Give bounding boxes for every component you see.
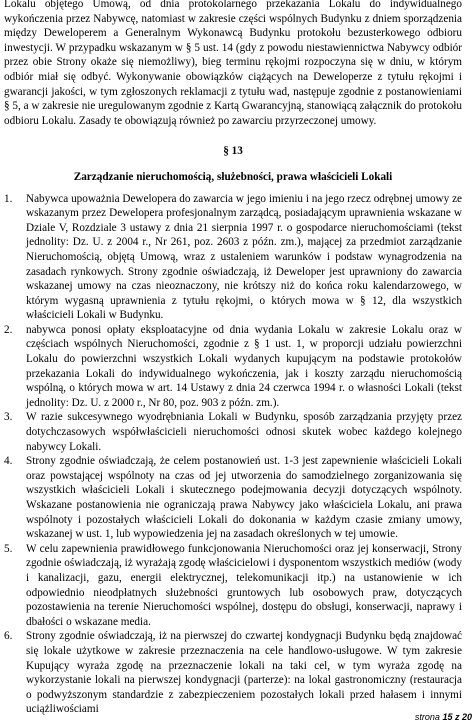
clause-item: [4, 192, 462, 323]
intro-paragraph: Lokalu objętego Umową, od dnia protokolarnego przekazania Lokalu do indywidualnego wykończenia przez Nabywcę, natomiast w zakresie części wspólnych Budynku z dniem sporządzenia między Deweloperem a Generalnym Wykonawcą Budynku protokołu bezusterkowego odbioru inwestycji. W przypadku wskazanym w § 5 ust. 14 (gdy z powodu niestawiennictwa Nabywcy odbiór przez obie Strony okaże się niemożliwy), bieg terminu rękojmi rozpoczyna się w dniu, w którym odbiór miał się odbyć. Wykonywanie obowiązków ciążących na Deweloperze z tytułu rękojmi i gwarancji jakości, w tym zgłoszonych reklamacji z tytułu wad, następuje zgodnie z postanowieniami § 5, a w zakresie nie uregulowanym zgodnie z Kartą Gwarancyjną, stanowiącą załącznik do protokołu odbioru Lokalu. Zasady te obowiązują również po zawarciu przyrzeczonej umowy.: [4, 0, 462, 127]
footer-page-number: 15: [442, 712, 453, 722]
clause-number: 2.: [4, 323, 13, 336]
clause-text: nabywca ponosi opłaty eksploatacyjne od dnia wydania Lokalu w zakresie Lokalu oraz w częściach wspólnych Nieruchomości, zgodnie z § 1 ust. 1, w proporcji udziału powierzchni Lokalu do powierzchni wszystkich Lokali wydanych kupującym na podstawie protokołów przekazania Lokali do indywidualnego wykończenia, jak i koszty zarządu nieruchomością wspólną, o których mowa w art. 14 Ustawy z dnia 24 czerwca 1994 r. o własności Lokali (tekst jednolity: Dz. U. z 2000 r., Nr 80, poz. 903 z późn. zm.).: [26, 323, 462, 409]
clause-item: [4, 323, 462, 411]
clause-item: [4, 629, 462, 717]
clause-text: Strony zgodnie oświadczają, iż na pierwszej do czwartej kondygnacji Budynku będą znajdować się lokale użytkowe w zakresie przeznaczenia na cele handlowo-usługowe. W tym zakresie Kupujący wyraża zgodę na przeznaczenie lokali na taki cel, w tym wyraża zgodę na wykorzystanie lokali na pierwszej kondygnacji (parterze): na lokal gastronomiczny (restauracja o podwyższonym standardzie z zabezpieczeniem pozostałych lokali przed hałasem i innymi uciążliwościami: [26, 630, 462, 716]
section-number: § 13: [223, 145, 243, 158]
clause-number: 3.: [4, 411, 13, 424]
footer-separator: z: [454, 712, 460, 722]
clause-list: [4, 192, 462, 717]
clause-text: W razie sukcesywnego wyodrębniania Lokali w Budynku, sposób zarządzania przyjęty przez dotychczasowych współwłaścicieli nieruchomości odnosi skutek wobec każdego kolejnego nabywcy Lokali.: [26, 411, 462, 453]
clause-text: Nabywca upoważnia Dewelopera do zawarcia w jego imieniu i na jego rzecz odrębnej umowy ze wskazanym przez Dewelopera profesjonalnym zarządcą, posiadającym uprawnienia wskazane w Dziale V, Rozdziale 3 ustawy z dnia 21 sierpnia 1997 r. o gospodarce nieruchomościami (tekst jednolity: Dz. U. z 2004 r., Nr 261, poz. 2603 z późn. zm.), mającej za przedmiot zarządzanie Nieruchomością, objętą Umową, wraz z ustaleniem warunków i podstaw wynagrodzenia na zasadach rynkowych. Strony zgodnie oświadczają, iż Deweloper jest uprawniony do zawarcia wskazanej umowy na czas nieoznaczony, nie krótszy niż do końca roku kalendarzowego, w którym wygasną uprawnienia z tytułu rękojmi, o których mowa w § 12, dla wszystkich właścicieli Lokali w Budynku.: [26, 192, 462, 322]
clause-text: Strony zgodnie oświadczają, że celem postanowień ust. 1-3 jest zapewnienie właścicieli Lokali oraz powstającej wspólnoty na czas od jej utworzenia do samodzielnego zorganizowania się wszystkich właścicieli Lokali i skutecznego podejmowania decyzji dotyczących wspólnoty. Wskazane postanowienia nie ograniczają prawa Nabywcy jako właściciela Lokalu, ani prawa wspólnoty i pozostałych właścicieli Lokali do dokonania w każdym czasie zmiany umowy, wskazanej w ust. 1, lub wypowiedzenia jej na zasadach określonych w tej umowie.: [26, 455, 462, 541]
clause-number: 4.: [4, 455, 13, 468]
footer-total-pages: 20: [461, 712, 472, 722]
clause-item: [4, 542, 462, 630]
clause-item: [4, 410, 462, 454]
section-title: Zarządzanie nieruchomością, służebności, prawa właścicieli Lokali: [73, 170, 393, 183]
footer-prefix: strona: [414, 712, 440, 722]
clause-number: 5.: [4, 542, 13, 555]
clause-item: [4, 454, 462, 542]
page-footer: [415, 712, 472, 722]
clause-number: 6.: [4, 630, 13, 643]
clause-number: 1.: [4, 192, 13, 205]
clause-text: W celu zapewnienia prawidłowego funkcjonowania Nieruchomości oraz jej konserwacji, Strony zgodnie oświadczają, iż wyrażają zgodę właścicielowi i dysponentom wszystkich mediów (wody i kanalizacji, gazu, energii elektrycznej, telekomunikacji itp.) na ustanowienie w ich odpowiednio nieodpłatnych służebności gruntowych lub osobowych praw, dotyczących pozostawienia na terenie Nieruchomości wspólnej, dostępu do obsługi, konserwacji, naprawy i dbałości o wskazane media.: [26, 542, 462, 628]
